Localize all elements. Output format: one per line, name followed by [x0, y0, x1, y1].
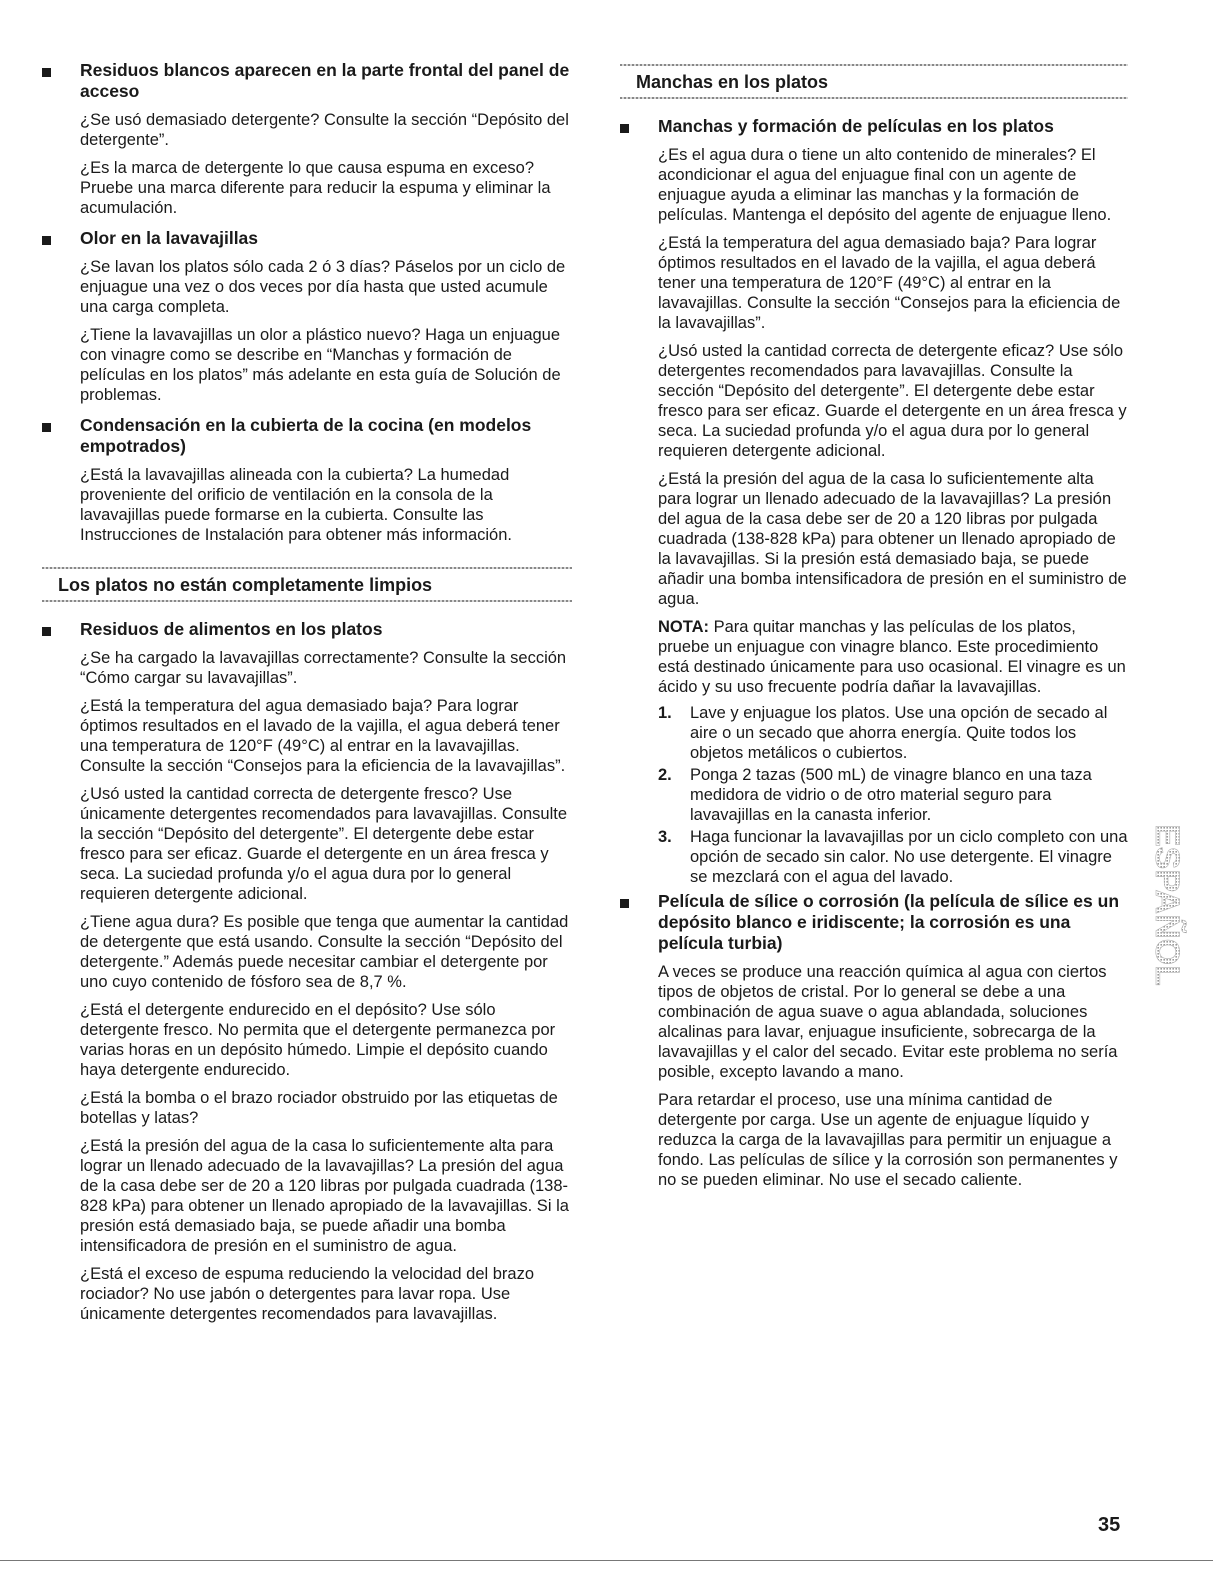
trouble-item-white-residue [42, 60, 572, 218]
paragraph: ¿Usó usted la cantidad correcta de detergente fresco? Use únicamente detergentes recomendados para lavavajillas. Consulte la sección “Depósito del detergente”. El detergente debe estar fresco para ser eficaz. Guarde el detergente en un área fresca y seca. La suciedad profunda y/o el agua dura por lo general requieren detergente adicional. [80, 785, 568, 903]
bullet-square-icon [42, 627, 51, 636]
paragraph: ¿Está el detergente endurecido en el depósito? Use sólo detergente fresco. No permita que el detergente permanezca por varias horas en un depósito húmedo. Limpie el depósito cuando haya detergente endurecido. [80, 1001, 556, 1079]
paragraph: ¿Está la lavavajillas alineada con la cubierta? La humedad proveniente del orificio de ventilación en la consola de la lavavajillas puede formarse en la cubierta. Consulte las Instrucciones de Instalación para obtener más información. [80, 466, 512, 544]
left-column [42, 60, 572, 1324]
dotted-rule [620, 97, 1128, 99]
bullet-square-icon [42, 236, 51, 245]
paragraph: ¿Se ha cargado la lavavajillas correctamente? Consulte la sección “Cómo cargar su lavavajillas”. [80, 649, 567, 687]
step-item [658, 827, 1128, 887]
side-tab-text: ESPAÑOL [1148, 824, 1186, 986]
step-text: Lave y enjuague los platos. Use una opción de secado al aire o un secado que ahorra energía. Quite todos los objetos metálicos o cubiertos. [690, 704, 1108, 762]
item-title: Película de sílice o corrosión (la película de sílice es un depósito blanco e iridiscente; la corrosión es una película turbia) [658, 891, 1120, 953]
trouble-item-odor [42, 228, 572, 405]
section-title: Los platos no están completamente limpios [58, 575, 433, 595]
paragraph: ¿Se usó demasiado detergente? Consulte la sección “Depósito del detergente”. [80, 111, 569, 149]
trouble-item-food-residue [42, 619, 572, 1324]
paragraph: Para retardar el proceso, use una mínima cantidad de detergente por carga. Use un agente de enjuague líquido y reduzca la carga de la lavavajillas para permitir un enjuague a fondo. Las películas de sílice y la corrosión son permanentes y no se pueden eliminar. No use el secado caliente. [658, 1091, 1118, 1189]
paragraph: A veces se produce una reacción química al agua con ciertos tipos de objetos de cristal. Por lo general se debe a una combinación de agua suave o agua ablandada, soluciones alcalinas para lavar, enjuague insuficiente, sobrecarga de la lavavajillas y el calor del secado. Evitar este problema no sería posible, excepto lavando a mano. [658, 963, 1118, 1081]
footer-rule [0, 1560, 1213, 1561]
step-text: Haga funcionar la lavavajillas por un ciclo completo con una opción de secado sin calor. No use detergente. El vinagre se mezclará con el agua del lavado. [690, 828, 1128, 886]
trouble-item-spots-film [620, 116, 1128, 887]
note-text: Para quitar manchas y las películas de los platos, pruebe un enjuague con vinagre blanco. Este procedimiento está destinado únicamente para uso ocasional. El vinagre es un ácido y su uso frecuente podría dañar la lavavajillas. [658, 618, 1126, 696]
paragraph: ¿Está la temperatura del agua demasiado baja? Para lograr óptimos resultados en el lavado de la vajilla, el agua deberá tener una temperatura de 120°F (49°C) al entrar en la lavavajillas. Consulte la sección “Consejos para la eficiencia de la lavavajillas”. [80, 697, 566, 775]
paragraph: ¿Está el exceso de espuma reduciendo la velocidad del brazo rociador? No use jabón o detergentes para lavar ropa. Use únicamente detergentes recomendados para lavavajillas. [80, 1265, 535, 1323]
step-item [658, 703, 1128, 763]
section-header [620, 56, 1128, 106]
page-number: 35 [1098, 1514, 1121, 1536]
item-title: Residuos blancos aparecen en la parte frontal del panel de acceso [80, 60, 570, 101]
bullet-square-icon [42, 423, 51, 432]
steps-list [658, 703, 1128, 887]
paragraph: ¿Tiene agua dura? Es posible que tenga que aumentar la cantidad de detergente que está usando. Consulte la sección “Depósito del detergente.” Además puede necesitar cambiar el detergente por uno cuyo contenido de fósforo sea de 8,7 %. [80, 913, 569, 991]
trouble-item-silica-film [620, 891, 1128, 1190]
dotted-rule [42, 600, 572, 602]
bullet-square-icon [620, 124, 629, 133]
paragraph: ¿Está la bomba o el brazo rociador obstruido por las etiquetas de botellas y latas? [80, 1089, 558, 1127]
bullet-square-icon [42, 68, 51, 77]
paragraph: ¿Es el agua dura o tiene un alto contenido de minerales? El acondicionar el agua del enjuague final con un agente de enjuague ayuda a eliminar las manchas y la formación de películas. Mantenga el depósito del agente de enjuague lleno. [658, 146, 1112, 224]
note-paragraph [658, 617, 1128, 697]
paragraph: ¿Está la temperatura del agua demasiado baja? Para lograr óptimos resultados en el lavado de la vajilla, el agua deberá tener una temperatura de 120°F (49°C) al entrar en la lavavajillas. Consulte la sección “Consejos para la eficiencia de la lavavajillas”. [658, 234, 1121, 332]
step-text: Ponga 2 tazas (500 mL) de vinagre blanco en una taza medidora de vidrio o de otro material seguro para lavavajillas en la canasta inferior. [690, 766, 1092, 824]
item-title: Condensación en la cubierta de la cocina (en modelos empotrados) [80, 415, 532, 456]
paragraph: ¿Tiene la lavavajillas un olor a plástico nuevo? Haga un enjuague con vinagre como se describe en “Manchas y formación de películas en los platos” más adelante en esta guía de Solución de problemas. [80, 326, 561, 404]
section-header [42, 559, 572, 609]
bullet-square-icon [620, 899, 629, 908]
trouble-item-condensation [42, 415, 572, 545]
language-side-tab [1150, 820, 1184, 1048]
right-column [620, 56, 1128, 1190]
section-title: Manchas en los platos [636, 72, 829, 92]
step-number: 2. [658, 766, 672, 784]
item-title: Residuos de alimentos en los platos [80, 619, 383, 639]
paragraph: ¿Está la presión del agua de la casa lo suficientemente alta para lograr un llenado adecuado de la lavavajillas? La presión del agua de la casa debe ser de 20 a 120 libras por pulgada cuadrada (138-828 kPa) para obtener un llenado apropiado de la lavavajillas. Si la presión está demasiado baja, se puede añadir una bomba intensificadora de presión en el suministro de agua. [658, 470, 1127, 608]
paragraph: ¿Usó usted la cantidad correcta de detergente eficaz? Use sólo detergentes recomendados para lavavajillas. Consulte la sección “Depósito del detergente”. El detergente debe estar fresco para ser eficaz. Guarde el detergente en un área fresca y seca. La suciedad profunda y/o el agua dura por lo general requieren detergente adicional. [658, 342, 1127, 460]
paragraph: ¿Es la marca de detergente lo que causa espuma en exceso? Pruebe una marca diferente para reducir la espuma y eliminar la acumulación. [80, 159, 551, 217]
step-item [658, 765, 1128, 825]
paragraph: ¿Se lavan los platos sólo cada 2 ó 3 días? Páselos por un ciclo de enjuague una vez o dos veces por día hasta que usted acumule una carga completa. [80, 258, 566, 316]
paragraph: ¿Está la presión del agua de la casa lo suficientemente alta para lograr un llenado adecuado de la lavavajillas? La presión del agua de la casa debe ser de 20 a 120 libras por pulgada cuadrada (138-828 kPa) para obtener un llenado apropiado de la lavavajillas. Si la presión está demasiado baja, se puede añadir una bomba intensificadora de presión en el suministro de agua. [80, 1137, 569, 1255]
note-label: NOTA: [658, 618, 710, 636]
item-title: Olor en la lavavajillas [80, 228, 259, 248]
item-title: Manchas y formación de películas en los platos [658, 116, 1054, 136]
step-number: 1. [658, 704, 672, 722]
step-number: 3. [658, 828, 672, 846]
